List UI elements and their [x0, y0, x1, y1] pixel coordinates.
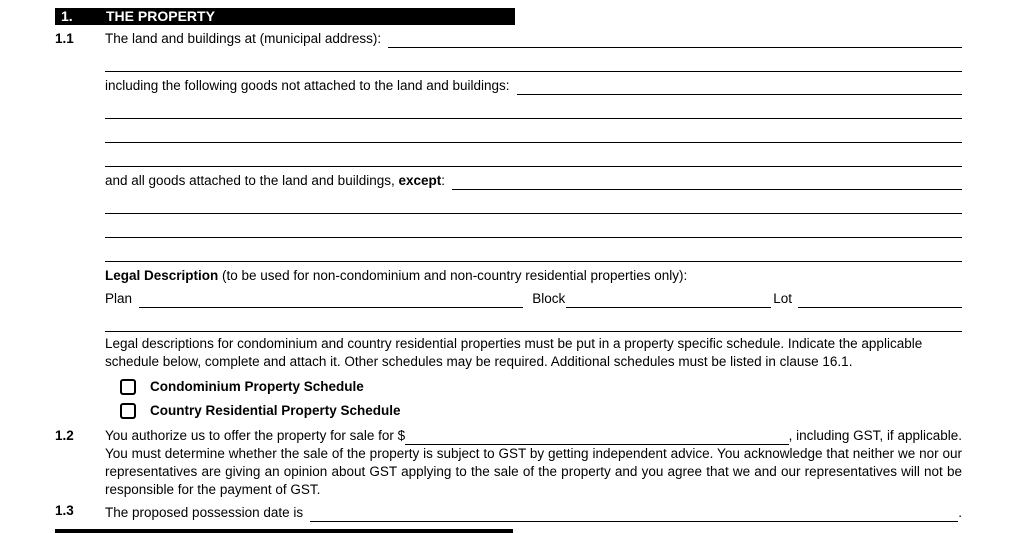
- lot-field[interactable]: [798, 303, 962, 308]
- possession-date-label: The proposed possession date is: [105, 505, 304, 520]
- section-number: 1.: [61, 8, 73, 24]
- condominium-schedule-checkbox[interactable]: [120, 379, 136, 395]
- possession-date-period: .: [958, 505, 962, 520]
- block-field[interactable]: [566, 303, 771, 308]
- legal-description-extra-line[interactable]: [105, 308, 962, 332]
- attached-goods-except-field-line-3[interactable]: [105, 214, 962, 238]
- attached-goods-except-field-line-4[interactable]: [105, 238, 962, 262]
- schedule-note: Legal descriptions for condominium and country residential properties must be put in a property specific schedule. Indicate the applicable schedule below, complete and attach it. Other schedules may be required. Additional schedules must be listed in clause 16.1.: [105, 336, 923, 369]
- clause-1-1-number: 1.1: [55, 31, 74, 46]
- block-label: Block: [532, 291, 566, 306]
- unattached-goods-label: including the following goods not attached to the land and buildings:: [105, 78, 510, 93]
- gst-applicable-label: , including GST, if applicable.: [788, 428, 962, 443]
- plan-field[interactable]: [139, 303, 523, 308]
- unattached-goods-field-line-2[interactable]: [105, 95, 962, 119]
- gst-disclaimer-paragraph: You must determine whether the sale of the property is subject to GST by getting independent advice. You acknowledge that neither we nor our representatives are giving an opinion about GST applying to the sale of the property and you agree that we and our representatives will not be responsible for the payment of GST.: [105, 446, 962, 497]
- country-residential-schedule-label: Country Residential Property Schedule: [150, 403, 401, 418]
- section-title: THE PROPERTY: [106, 8, 215, 24]
- clause-1-2-number: 1.2: [55, 428, 74, 443]
- plan-block-lot-row: [105, 285, 962, 308]
- legal-description-title: Legal Description (to be used for non-condominium and non-country residential properties only):: [105, 268, 688, 283]
- municipal-address-field-line-2[interactable]: [105, 48, 962, 72]
- country-residential-schedule-checkbox[interactable]: [120, 403, 136, 419]
- condominium-schedule-label: Condominium Property Schedule: [150, 379, 364, 394]
- plan-label: Plan: [105, 291, 133, 306]
- municipal-address-label: The land and buildings at (municipal address):: [105, 31, 382, 46]
- sale-price-label: You authorize us to offer the property for sale for $: [105, 428, 406, 443]
- clause-1-3: [55, 499, 962, 522]
- unattached-goods-field-line-3[interactable]: [105, 119, 962, 143]
- unattached-goods-field-line-4[interactable]: [105, 143, 962, 167]
- unattached-goods-field[interactable]: [517, 90, 962, 95]
- attached-goods-label: and all goods attached to the land and buildings, except:: [105, 173, 446, 188]
- possession-date-field[interactable]: [310, 517, 958, 522]
- next-section-header-partial: [55, 529, 513, 533]
- condominium-schedule-row[interactable]: [105, 375, 962, 399]
- municipal-address-field[interactable]: [388, 43, 962, 48]
- attached-goods-except-field[interactable]: [452, 185, 962, 190]
- clause-1-1: [55, 25, 962, 423]
- clause-1-2: [55, 425, 962, 499]
- lot-label: Lot: [773, 291, 793, 306]
- country-residential-schedule-row[interactable]: [105, 399, 962, 423]
- section-header-bar: [55, 8, 515, 25]
- attached-goods-except-field-line-2[interactable]: [105, 190, 962, 214]
- clause-1-3-number: 1.3: [55, 503, 74, 518]
